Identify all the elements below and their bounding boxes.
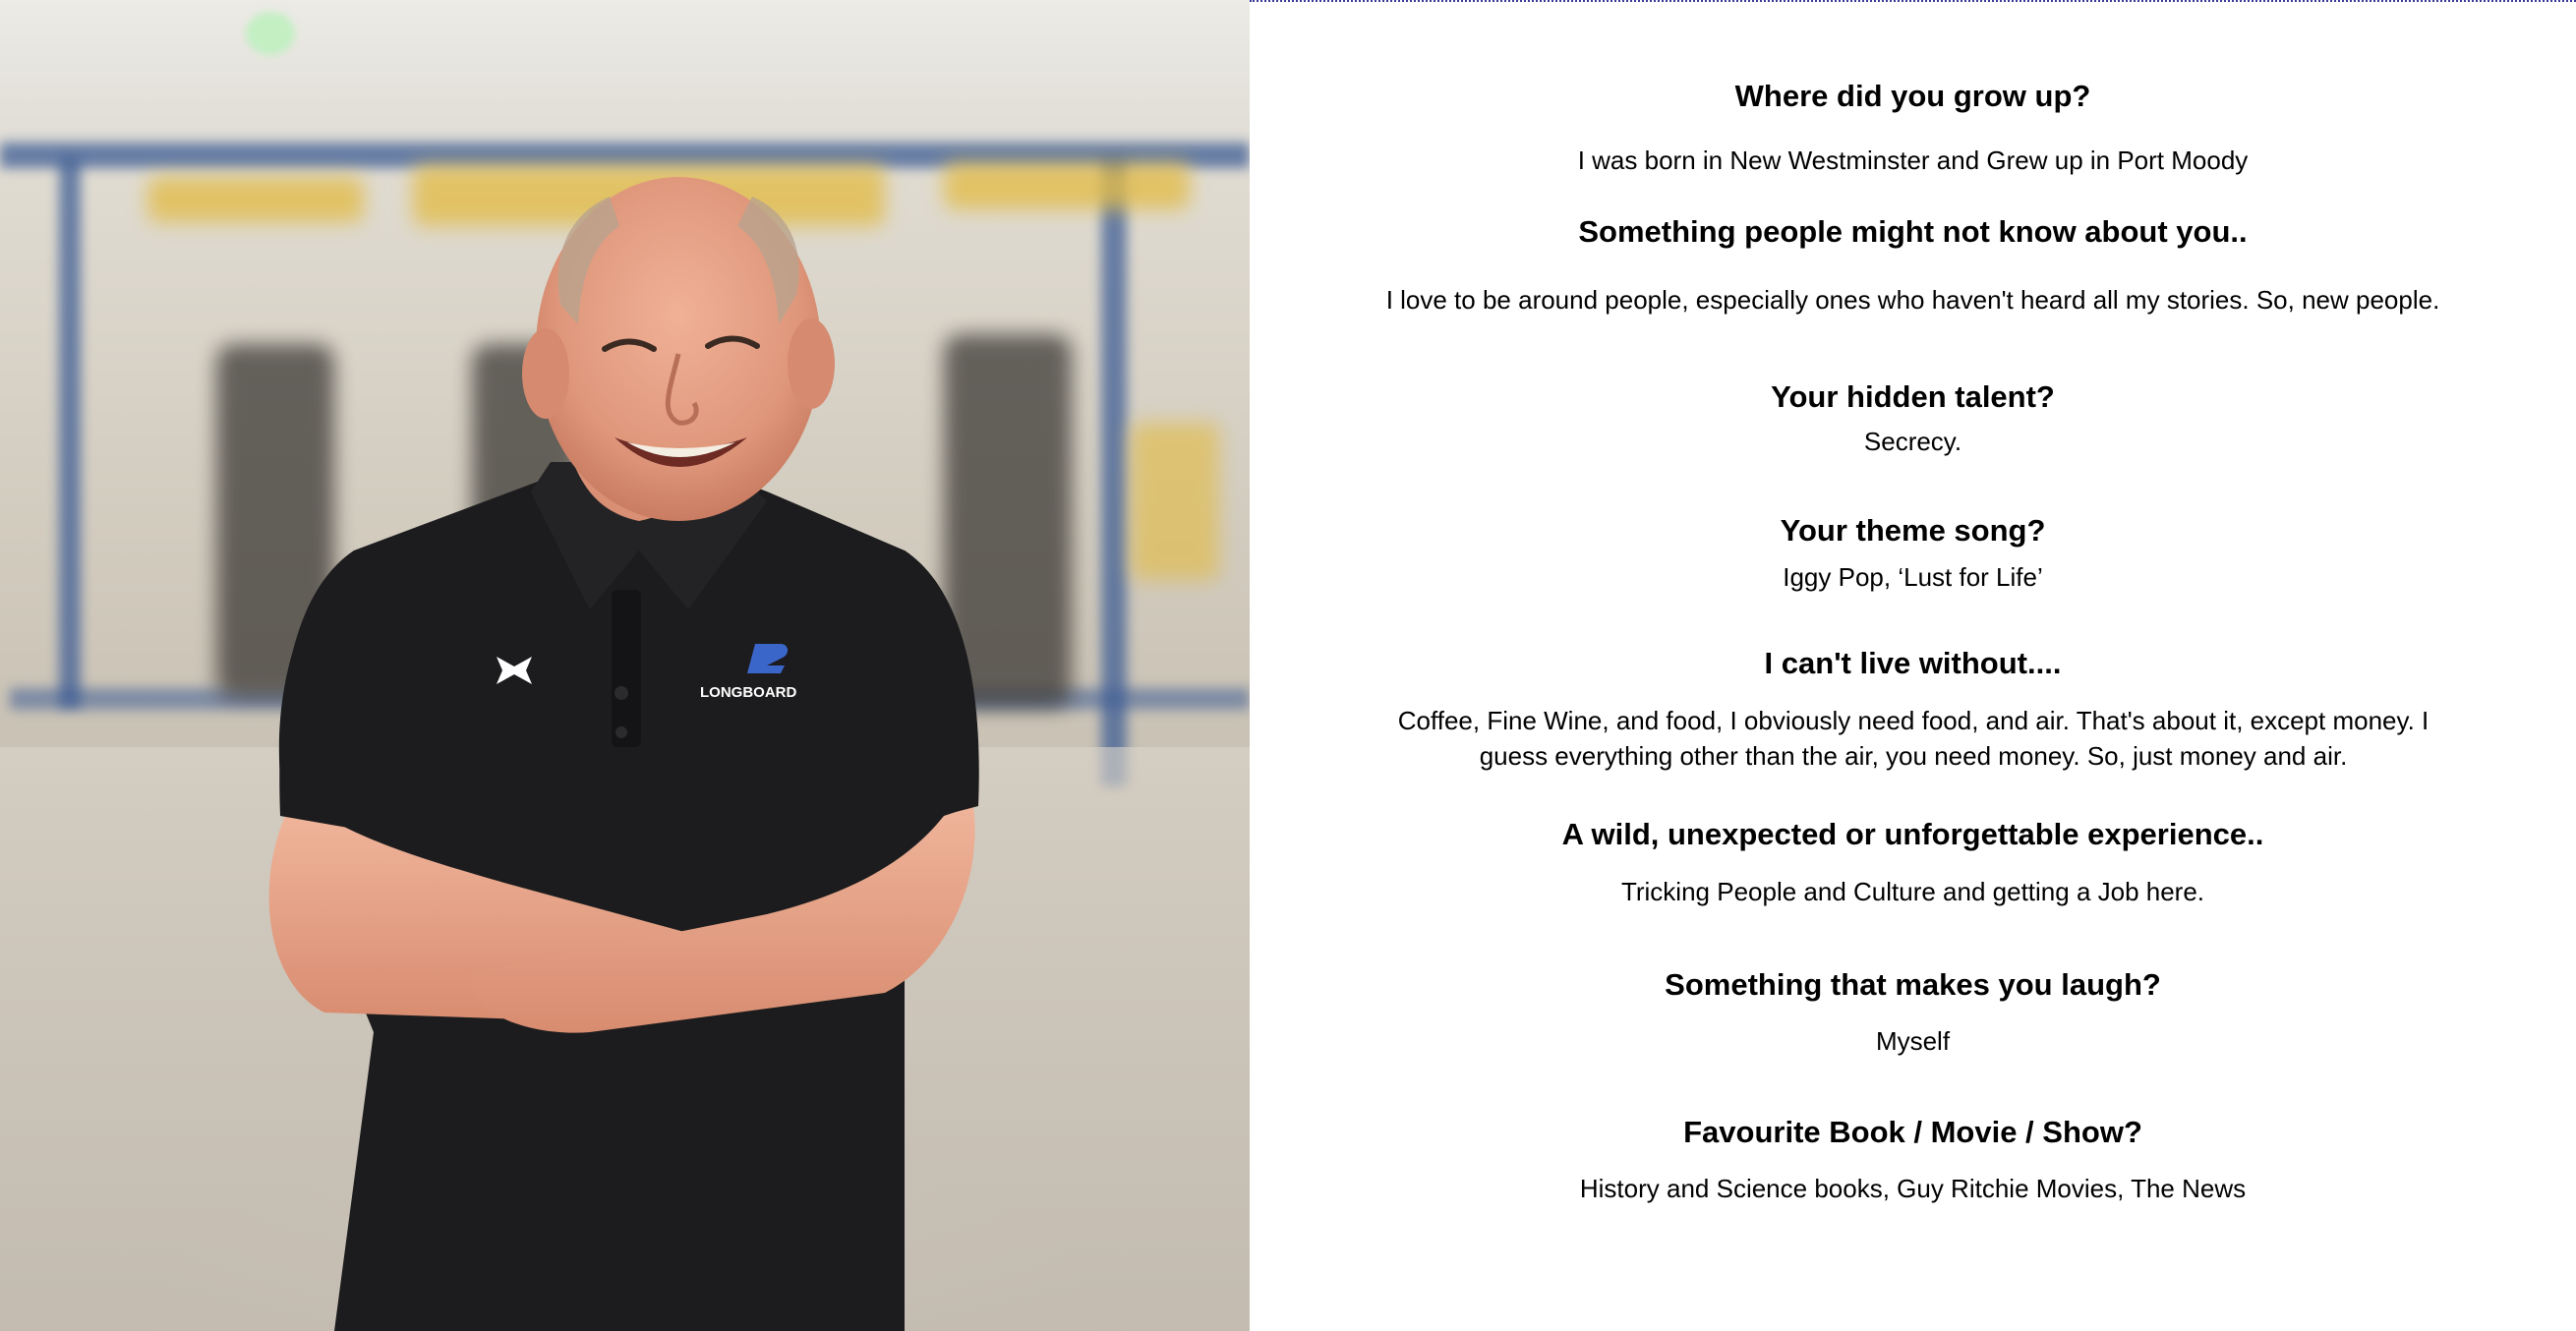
answer-makes-you-laugh: Myself	[1875, 1026, 1951, 1056]
question-cant-live-without: I can't live without....	[1764, 646, 2062, 680]
answer-unforgettable-experience: Tricking People and Culture and getting a Job here.	[1620, 877, 2205, 906]
qa-panel	[1250, 0, 2576, 1331]
polo-placket	[612, 590, 641, 747]
svg-text:LONGBOARD: LONGBOARD	[700, 684, 797, 701]
answer-grow-up: I was born in New Westminster and Grew up in Port Moody	[1577, 145, 2249, 175]
question-grow-up: Where did you grow up?	[1734, 79, 2091, 113]
answer-favourite-book-movie-show: History and Science books, Guy Ritchie Movies, The News	[1579, 1174, 2247, 1203]
answer-hidden-talent: Secrecy.	[1863, 427, 1962, 456]
question-hidden-talent: Your hidden talent?	[1771, 379, 2055, 414]
question-favourite-book-movie-show: Favourite Book / Movie / Show?	[1683, 1115, 2142, 1149]
person-figure	[0, 0, 1250, 1331]
profile-photo	[0, 0, 1250, 1331]
question-unforgettable-experience: A wild, unexpected or unforgettable experience..	[1561, 817, 2264, 851]
answer-theme-song: Iggy Pop, ‘Lust for Life’	[1783, 562, 2043, 592]
polo-button	[615, 686, 628, 700]
left-ear	[522, 328, 569, 419]
answer-people-might-not-know: I love to be around people, especially ones who haven't heard all my stories. So, new people.	[1385, 285, 2440, 315]
question-makes-you-laugh: Something that makes you laugh?	[1665, 967, 2161, 1002]
polo-button	[615, 726, 627, 738]
right-ear	[788, 318, 835, 409]
question-theme-song: Your theme song?	[1780, 513, 2046, 548]
answer-cant-live-without: Coffee, Fine Wine, and food, I obviously need food, and air. That's about it, except money. I guess everything other than the air, you need money. So, just money and air.	[1397, 706, 2430, 771]
question-people-might-not-know: Something people might not know about you..	[1578, 214, 2248, 249]
